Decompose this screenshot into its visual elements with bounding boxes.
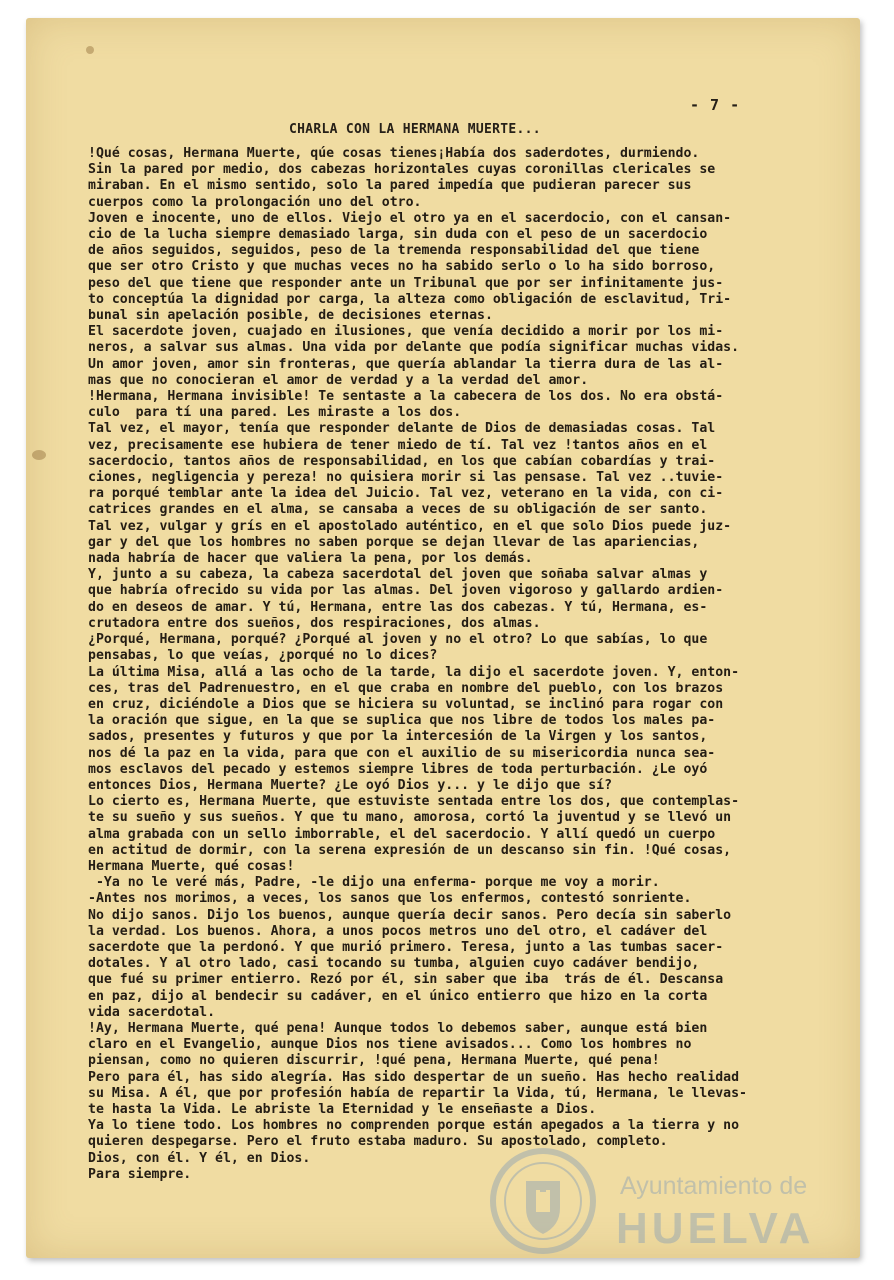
text-line: claro en el Evangelio, aunque Dios nos tiene avisados... Como los hombres no: [88, 1037, 692, 1053]
text-line: !Qué cosas, Hermana Muerte, qúe cosas tienes¡Había dos saderdotes, durmiendo.: [88, 146, 700, 161]
text-line: Ya lo tiene todo. Los hombres no comprenden porque están apegados a la tierra y no: [88, 1118, 740, 1134]
text-line: que habría ofrecido su vida por las almas. Del joven vigoroso y gallardo ardien-: [88, 583, 724, 599]
text-line: en actitud de dormir, con la serena expresión de un descanso sin fin. !Qué cosas,: [88, 842, 732, 858]
text-line: do en deseos de amar. Y tú, Hermana, entre las dos cabezas. Y tú, Hermana, es-: [88, 599, 708, 615]
text-line: de años seguidos, seguidos, peso de la tremenda responsabilidad del que tiene: [88, 243, 700, 259]
text-line: bunal sin apelación posible, de decisiones eternas.: [88, 308, 493, 324]
text-line: gar y del que los hombres no saben porque se dejan llevar de las apariencias,: [88, 534, 700, 550]
watermark-line1: Ayuntamiento de: [620, 1172, 808, 1200]
text-line: mos esclavos del pecado y estemos siempre libres de toda perturbación. ¿Le oyó: [88, 761, 708, 777]
text-line: cio de la lucha siempre demasiado larga, sin duda con el peso de un sacerdocio: [88, 227, 708, 243]
text-line: ces, tras del Padrenuestro, en el que craba en nombre del pueblo, con los brazos: [88, 680, 724, 696]
watermark-line2: HUELVA: [616, 1204, 815, 1253]
text-line: La última Misa, allá a las ocho de la tarde, la dijo el sacerdote joven. Y, enton-: [88, 664, 740, 680]
text-line: crutadora entre dos sueños, dos respiraciones, dos almas.: [88, 615, 541, 631]
text-line: sacerdocio, tantos años de responsabilidad, en los que cabían cobardías y trai-: [88, 453, 716, 469]
paper-stain: [86, 46, 94, 54]
text-line: nos dé la paz en la vida, para que con el auxilio de su misericordia nunca sea-: [88, 745, 716, 761]
text-line: nada habría de hacer que valiera la pena, por los demás.: [88, 551, 533, 567]
text-line: sados, presentes y futuros y que por la intercesión de la Virgen y los santos,: [88, 729, 708, 745]
text-line: Joven e inocente, uno de ellos. Viejo el otro ya en el sacerdocio, con el cansan-: [88, 210, 732, 226]
text-line: Y, junto a su cabeza, la cabeza sacerdotal del joven que soñaba salvar almas y: [88, 567, 708, 583]
text-line: -Ya no le veré más, Padre, -le dijo una enferma- porque me voy a morir.: [88, 875, 660, 891]
text-line: Pero para él, has sido alegría. Has sido despertar de un sueño. Has hecho realidad: [88, 1069, 740, 1085]
text-line: culo para tí una pared. Les miraste a los dos.: [88, 405, 462, 421]
text-line: Dios, con él. Y él, en Dios.: [88, 1150, 311, 1166]
text-line: la oración que sigue, en la que se suplica que nos libre de todos los males pa-: [88, 713, 716, 729]
text-line: alma grabada con un sello imborrable, el del sacerdocio. Y allí quedó un cuerpo: [88, 826, 716, 842]
text-line: vez, precisamente ese hubiera de tener miedo de tí. Tal vez !tantos años en el: [88, 437, 708, 453]
text-line: Un amor joven, amor sin fronteras, que quería ablandar la tierra dura de las al-: [88, 356, 724, 372]
text-line: piensan, como no quieren discurrir, !qué pena, Hermana Muerte, qué pena!: [88, 1053, 660, 1069]
text-line: ¿Porqué, Hermana, porqué? ¿Porqué al joven y no el otro? Lo que sabías, lo que: [88, 632, 708, 648]
text-line: sacerdote que la perdonó. Y que murió primero. Teresa, junto a las tumbas sacer-: [88, 939, 724, 955]
text-line: mas que no conocieran el amor de verdad y a la verdad del amor.: [88, 372, 589, 388]
text-line: -Antes nos morimos, a veces, los sanos que los enfermos, contestó sonriente.: [88, 891, 692, 907]
text-line: entonces Dios, Hermana Muerte? ¿Le oyó Dios y... y le dijo que sí?: [88, 777, 613, 793]
text-line: Tal vez, el mayor, tenía que responder delante de Dios de demasiadas cosas. Tal: [88, 421, 716, 437]
text-line: te hasta la Vida. Le abriste la Eternidad y le enseñaste a Dios.: [88, 1101, 597, 1117]
page-number: - 7 -: [690, 96, 741, 114]
text-line: No dijo sanos. Dijo los buenos, aunque quería decir sanos. Pero decía sin saberlo: [88, 907, 732, 923]
text-line: miraban. En el mismo sentido, solo la pared impedía que pudieran parecer sus: [88, 178, 692, 194]
text-line: catrices grandes en el alma, se cansaba a veces de su obligación de ser santo.: [88, 502, 708, 518]
text-line: neros, a salvar sus almas. Una vida por delante que podía significar muchas vidas.: [88, 340, 740, 356]
text-line: El sacerdote joven, cuajado en ilusiones, que venía decidido a morir por los mi-: [88, 324, 724, 340]
text-line: ciones, negligencia y pereza! no quisiera morir si las pensase. Tal vez ..tuvie-: [88, 470, 724, 486]
text-line: en cruz, diciéndole a Dios que se hiciera su voluntad, se inclinó para rogar con: [88, 696, 724, 712]
text-line: !Hermana, Hermana invisible! Te sentaste a la cabecera de los dos. No era obstá-: [88, 389, 724, 405]
text-line: peso del que tiene que responder ante un Tribunal que por ser infinitamente jus-: [88, 275, 724, 291]
text-line: quieren despegarse. Pero el fruto estaba maduro. Su apostolado, completo.: [88, 1134, 668, 1150]
text-line: Para siempre.: [88, 1166, 192, 1182]
watermark: [488, 1146, 818, 1256]
text-line: to conceptúa la dignidad por carga, la alteza como obligación de esclavitud, Tri-: [88, 291, 732, 307]
body-text: [88, 146, 808, 1183]
text-line: Hermana Muerte, qué cosas!: [88, 858, 295, 874]
text-line: que ser otro Cristo y que muchas veces no ha sabido serlo o lo ha sido borroso,: [88, 259, 716, 275]
text-line: Tal vez, vulgar y grís en el apostolado auténtico, en el que solo Dios puede juz-: [88, 518, 732, 534]
text-line: Lo cierto es, Hermana Muerte, que estuviste sentada entre los dos, que contemplas-: [88, 794, 740, 810]
text-line: dotales. Y al otro lado, casi tocando su tumba, alguien cuyo cadáver bendijo,: [88, 956, 700, 972]
text-line: Sin la pared por medio, dos cabezas horizontales cuyas coronillas clericales se: [88, 162, 716, 178]
text-line: su Misa. A él, que por profesión había de repartir la Vida, tú, Hermana, le llevas-: [88, 1085, 747, 1101]
text-line: que fué su primer entierro. Rezó por él, sin saber que iba trás de él. Descansa: [88, 972, 724, 988]
huelva-coat-of-arms-icon: [488, 1146, 598, 1256]
text-line: en paz, dijo al bendecir su cadáver, en el único entierro que hizo en la corta: [88, 988, 708, 1004]
text-line: !Ay, Hermana Muerte, qué pena! Aunque todos lo debemos saber, aunque está bien: [88, 1020, 708, 1036]
page-title: CHARLA CON LA HERMANA MUERTE...: [289, 122, 541, 137]
text-line: ra porqué temblar ante la idea del Juicio. Tal vez, veterano en la vida, con ci-: [88, 486, 724, 502]
paper-stain: [32, 450, 46, 460]
text-line: te su sueño y sus sueños. Y que tu mano, amorosa, cortó la juventud y se llevó un: [88, 810, 732, 826]
text-line: la verdad. Los buenos. Ahora, a unos pocos metros uno del otro, el cadáver del: [88, 923, 708, 939]
text-line: pensabas, lo que veías, ¿porqué no lo dices?: [88, 648, 438, 664]
text-line: cuerpos como la prolongación uno del otro.: [88, 194, 422, 210]
text-line: vida sacerdotal.: [88, 1004, 216, 1020]
